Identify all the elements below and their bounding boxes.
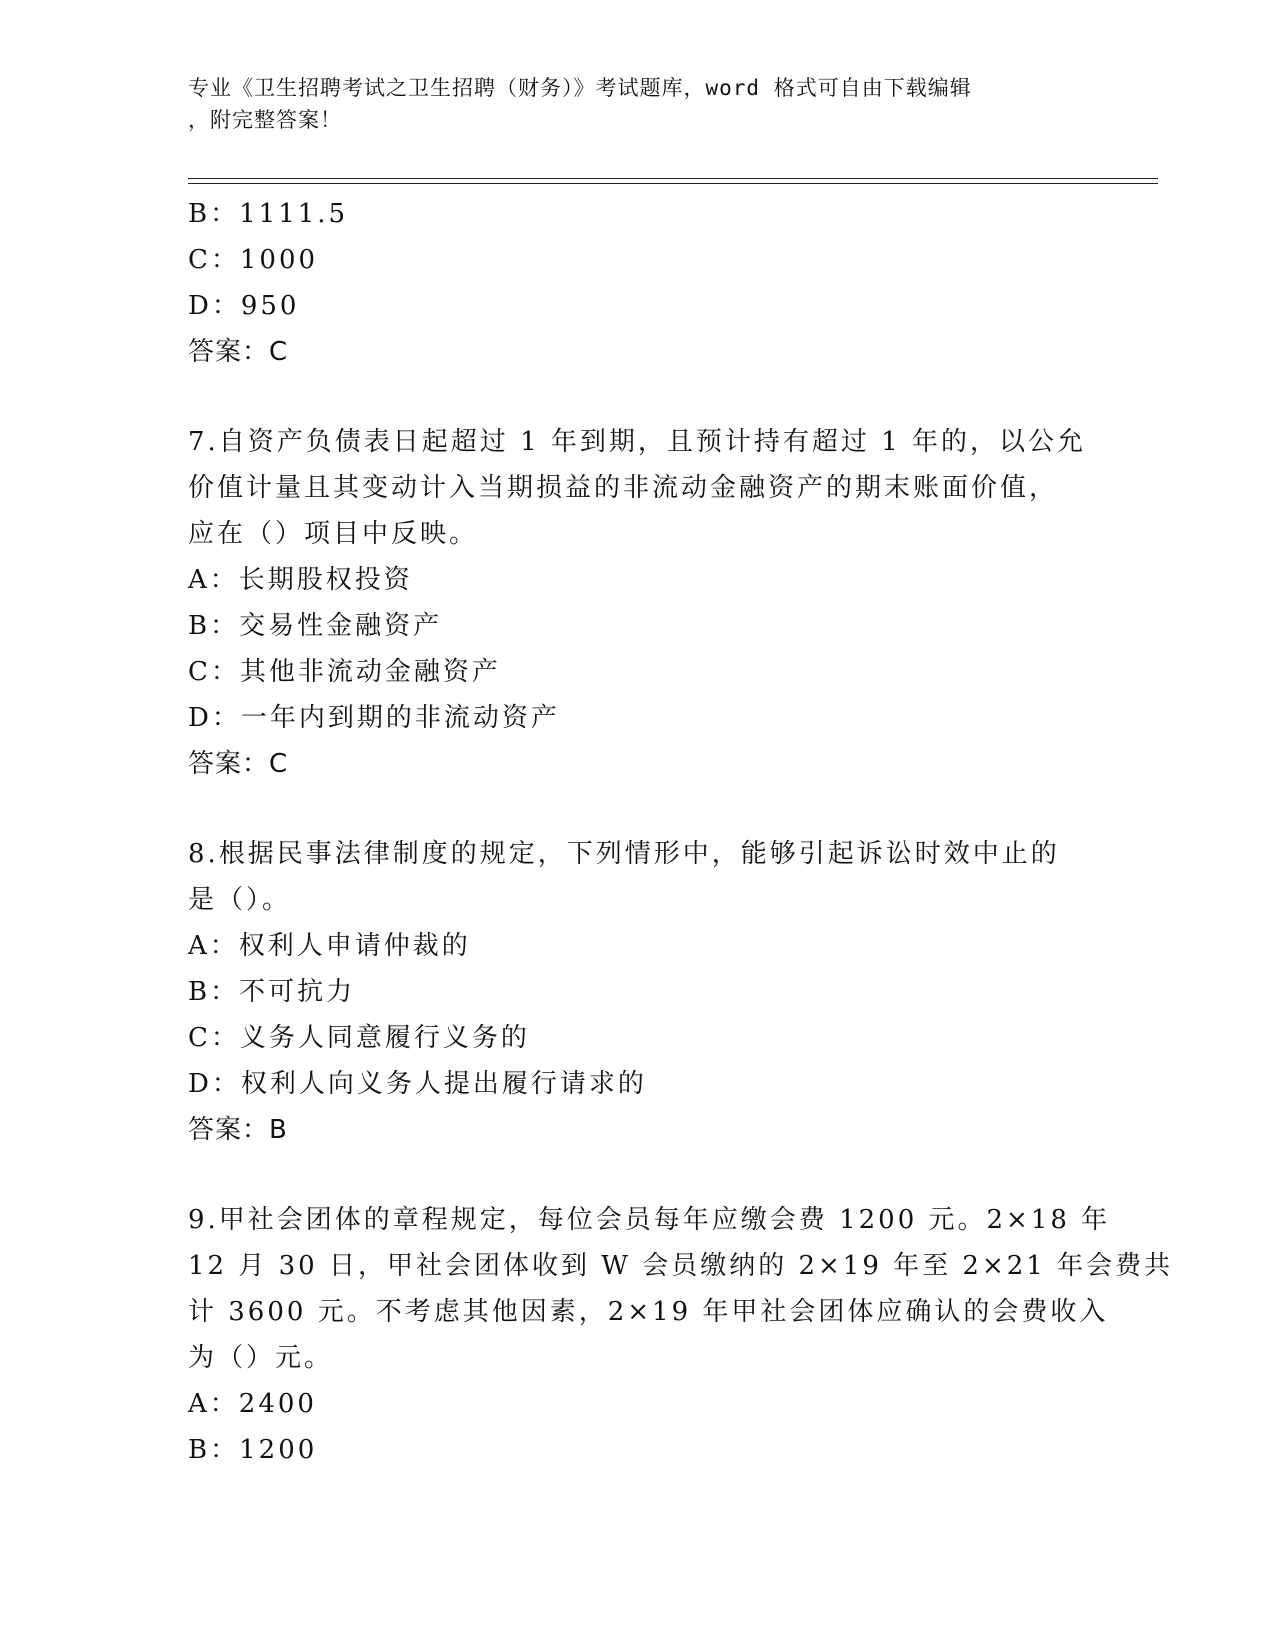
answer-line: 答案：B [188,1115,288,1145]
question-text-line: 为（）元。 [188,1343,334,1373]
option-c: C：其他非流动金融资产 [188,657,501,687]
question-text-line: 9.甲社会团体的章程规定，每位会员每年应缴会费 1200 元。2×18 年 [188,1205,1111,1235]
option-a: A：权利人申请仲裁的 [188,931,471,961]
question-8 [188,831,1088,1153]
question-text-line: 应在（）项目中反映。 [188,519,479,549]
option-b: B：1200 [188,1435,318,1465]
answer-line: 答案：C [188,749,289,779]
option-d: D：950 [188,291,300,321]
question-text-line: 7.自资产负债表日起超过 1 年到期，且预计持有超过 1 年的，以公允 [188,427,1086,457]
question-content [188,191,1174,1473]
answer-line: 答案：C [188,337,289,367]
option-b: B：1111.5 [188,199,349,229]
header-line-1: 专业《卫生招聘考试之卫生招聘（财务）》考试题库，word 格式可自由下载编辑 [188,76,972,100]
question-text-line: 价值计量且其变动计入当期损益的非流动金融资产的期末账面价值， [188,473,1059,503]
previous-question-tail [188,191,1088,375]
question-text-line: 计 3600 元。不考虑其他因素，2×19 年甲社会团体应确认的会费收入 [188,1297,1109,1327]
header-divider-top [188,178,1158,179]
option-d: D：一年内到期的非流动资产 [188,703,560,733]
document-header [188,72,1068,136]
question-text-line: 8.根据民事法律制度的规定，下列情形中，能够引起诉讼时效中止的 [188,839,1060,869]
option-b: B：交易性金融资产 [188,611,443,641]
option-c: C：义务人同意履行义务的 [188,1023,530,1053]
option-a: A：2400 [188,1389,317,1419]
question-text-line: 12 月 30 日，甲社会团体收到 W 会员缴纳的 2×19 年至 2×21 年会费共 [188,1251,1174,1281]
question-text-line: 是（）。 [188,885,292,915]
option-d: D：权利人向义务人提出履行请求的 [188,1069,647,1099]
option-c: C：1000 [188,245,319,275]
header-divider-bottom [188,183,1158,184]
header-line-2: ，附完整答案！ [188,108,342,132]
option-a: A：长期股权投资 [188,565,413,595]
question-9 [188,1197,1174,1473]
question-7 [188,419,1088,787]
option-b: B：不可抗力 [188,977,356,1007]
